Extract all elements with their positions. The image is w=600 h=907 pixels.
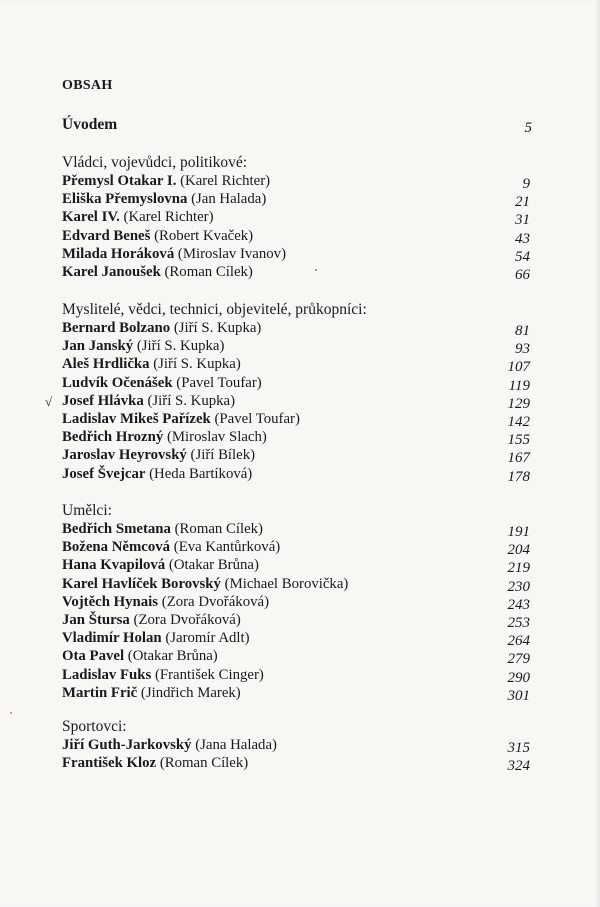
toc-entry bbox=[62, 629, 530, 650]
toc-entry bbox=[62, 190, 530, 211]
entry-author: (Jaromír Adlt) bbox=[165, 630, 250, 647]
entry-page-number: 230 bbox=[507, 578, 530, 595]
entry-author: (Jindřich Marek) bbox=[140, 684, 241, 701]
entry-author: (Karel Richter) bbox=[180, 173, 271, 189]
entry-author: (Zora Dvořáková) bbox=[133, 611, 241, 628]
entry-author: (Zora Dvořáková) bbox=[161, 593, 269, 610]
toc-entry bbox=[62, 245, 530, 263]
entry-list bbox=[62, 736, 530, 775]
entry-name: Ludvík Očenášek bbox=[62, 374, 173, 391]
entry-page-number: 219 bbox=[507, 560, 530, 577]
entry-name: Bedřich Hrozný bbox=[62, 429, 164, 446]
entry-page-number: 129 bbox=[507, 395, 530, 412]
entry-page-number: 290 bbox=[507, 669, 530, 686]
entry-name: Ota Pavel bbox=[62, 648, 125, 665]
entry-list bbox=[62, 172, 530, 281]
entry-name: Jiří Guth-Jarkovský bbox=[62, 737, 192, 753]
toc-entry bbox=[62, 392, 530, 410]
contents-heading: OBSAH bbox=[62, 78, 113, 93]
toc-entry bbox=[62, 446, 530, 467]
entry-author: (Miroslav Slach) bbox=[166, 429, 267, 446]
entry-author: (Michael Borovička) bbox=[224, 575, 349, 592]
entry-page-number: 107 bbox=[507, 359, 530, 376]
entry-page-number: 253 bbox=[507, 614, 530, 631]
toc-entry bbox=[62, 410, 530, 428]
entry-name: Božena Němcová bbox=[62, 539, 171, 556]
section-title: Vládci, vojevůdci, politikové: bbox=[62, 154, 248, 171]
entry-author: (Roman Cílek) bbox=[174, 521, 263, 537]
entry-page-number: 155 bbox=[507, 432, 530, 449]
toc-entry bbox=[62, 556, 530, 577]
toc-entry bbox=[62, 319, 530, 337]
entry-name: František Kloz bbox=[62, 755, 157, 772]
entry-author: (František Cinger) bbox=[154, 666, 264, 683]
entry-name: Hana Kvapilová bbox=[62, 557, 166, 574]
entry-name: Karel Havlíček Borovský bbox=[62, 575, 221, 592]
entry-page-number: 21 bbox=[515, 194, 530, 211]
entry-list bbox=[62, 520, 530, 702]
entry-author: (Jiří S. Kupka) bbox=[153, 356, 241, 373]
entry-name: Eliška Přemyslovna bbox=[62, 191, 188, 208]
entry-author: (Heda Bartíková) bbox=[149, 465, 253, 482]
entry-author: (Pavel Toufar) bbox=[214, 410, 300, 427]
entry-page-number: 191 bbox=[507, 524, 530, 540]
section-title: Sportovci: bbox=[62, 718, 127, 735]
entry-name: Martin Frič bbox=[62, 684, 138, 701]
entry-author: (Roman Cílek) bbox=[159, 755, 249, 772]
entry-name: Vladimír Holan bbox=[62, 630, 162, 647]
entry-page-number: 93 bbox=[515, 341, 530, 358]
entry-page-number: 81 bbox=[515, 323, 530, 339]
toc-entry bbox=[62, 208, 530, 229]
entry-author: (Jiří S. Kupka) bbox=[173, 320, 262, 336]
entry-page-number: 142 bbox=[507, 413, 530, 430]
toc-entry bbox=[62, 666, 530, 684]
entry-page-number: 167 bbox=[507, 450, 530, 467]
entry-author: (Roman Cílek) bbox=[164, 263, 253, 280]
entry-author: (Jiří S. Kupka) bbox=[136, 338, 225, 355]
section-artists bbox=[62, 501, 530, 702]
entry-page-number: 66 bbox=[515, 266, 530, 283]
toc-entry bbox=[62, 227, 530, 245]
entry-page-number: 324 bbox=[507, 758, 530, 775]
paper-speck bbox=[315, 269, 317, 271]
entry-author: (Jiří Bílek) bbox=[190, 447, 256, 464]
entry-name: Přemysl Otakar I. bbox=[62, 173, 177, 189]
toc-entry bbox=[62, 647, 530, 668]
toc-entry bbox=[62, 538, 530, 559]
entry-name: Aleš Hrdlička bbox=[62, 356, 150, 373]
toc-entry bbox=[62, 520, 530, 538]
entry-author: (Otakar Brůna) bbox=[168, 557, 259, 574]
entry-name: Milada Horáková bbox=[62, 245, 175, 262]
entry-name: Josef Švejcar bbox=[62, 465, 146, 482]
entry-page-number: 301 bbox=[507, 687, 530, 704]
entry-author: (Karel Richter) bbox=[123, 209, 214, 226]
entry-name: Bernard Bolzano bbox=[62, 320, 171, 336]
section-title: Myslitelé, vědci, technici, objevitelé, průkopníci: bbox=[62, 301, 367, 318]
toc-entry bbox=[62, 337, 530, 358]
entry-name: Edvard Beneš bbox=[62, 227, 151, 244]
toc-entry bbox=[62, 736, 530, 754]
entry-page-number: 204 bbox=[507, 542, 530, 559]
toc-entry bbox=[62, 684, 530, 702]
toc-entry bbox=[62, 611, 530, 629]
entry-author: (Pavel Toufar) bbox=[176, 374, 262, 391]
entry-name: Vojtěch Hynais bbox=[62, 593, 159, 610]
entry-author: (Otakar Brůna) bbox=[127, 648, 218, 665]
toc-entry bbox=[62, 465, 530, 483]
intro-entry bbox=[62, 116, 532, 134]
intro-page-number: 5 bbox=[524, 120, 532, 136]
entry-name: Ladislav Mikeš Pařízek bbox=[62, 410, 211, 427]
entry-page-number: 43 bbox=[515, 230, 530, 247]
toc-entry bbox=[62, 172, 530, 190]
entry-author: (Jiří S. Kupka) bbox=[147, 392, 236, 409]
entry-author: (Jana Halada) bbox=[195, 737, 277, 753]
entry-name: Bedřich Smetana bbox=[62, 521, 171, 537]
entry-author: (Eva Kantůrková) bbox=[173, 539, 281, 556]
toc-entry bbox=[62, 754, 530, 775]
entry-page-number: 315 bbox=[507, 740, 530, 756]
entry-page-number: 279 bbox=[507, 651, 530, 668]
entry-author: (Robert Kvaček) bbox=[154, 227, 254, 244]
entry-author: (Miroslav Ivanov) bbox=[177, 245, 286, 262]
toc-entry bbox=[62, 355, 530, 376]
entry-page-number: 178 bbox=[507, 468, 530, 485]
entry-name: Jaroslav Heyrovský bbox=[62, 447, 187, 464]
toc-entry bbox=[62, 428, 530, 449]
section-title: Umělci: bbox=[62, 502, 112, 519]
entry-page-number: 243 bbox=[507, 596, 530, 613]
entry-name: Jan Štursa bbox=[62, 611, 130, 628]
entry-page-number: 119 bbox=[508, 377, 530, 394]
entry-page-number: 54 bbox=[515, 248, 530, 265]
entry-list bbox=[62, 319, 530, 483]
section-scientists bbox=[62, 300, 530, 483]
toc-entry bbox=[62, 263, 530, 281]
entry-page-number: 31 bbox=[515, 212, 530, 229]
section-rulers bbox=[62, 153, 530, 281]
entry-name: Karel IV. bbox=[62, 209, 120, 226]
entry-name: Josef Hlávka bbox=[62, 392, 144, 409]
paper-speck bbox=[10, 712, 12, 714]
toc-entry bbox=[62, 575, 530, 593]
handwritten-check-mark: √ bbox=[45, 394, 53, 409]
entry-name: Ladislav Fuks bbox=[62, 666, 152, 683]
entry-name: Jan Janský bbox=[62, 338, 134, 355]
entry-name: Karel Janoušek bbox=[62, 263, 161, 280]
section-sportsmen bbox=[62, 717, 530, 775]
entry-page-number: 9 bbox=[522, 176, 530, 192]
intro-title: Úvodem bbox=[62, 116, 118, 133]
toc-entry bbox=[62, 374, 530, 392]
entry-author: (Jan Halada) bbox=[191, 191, 267, 208]
toc-entry bbox=[62, 593, 530, 611]
entry-page-number: 264 bbox=[507, 633, 530, 650]
